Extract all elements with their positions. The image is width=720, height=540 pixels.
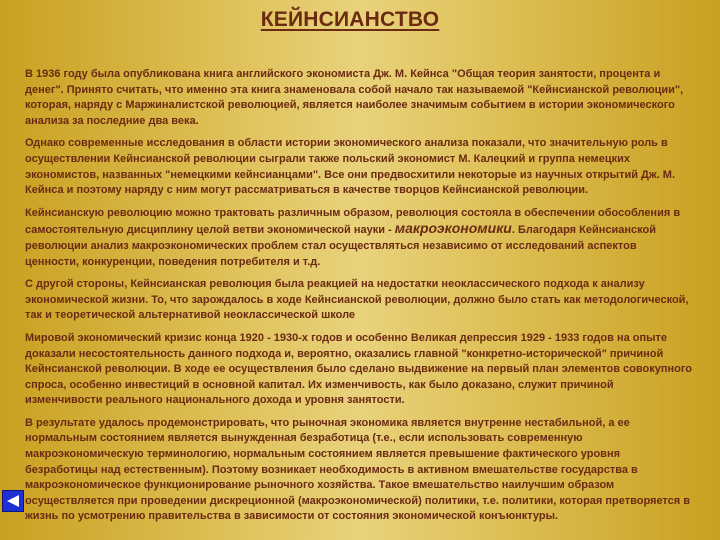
paragraph-3-text-end: . Благодаря Кейнсианской революции анализ макроэкономических проблем стал осуществляться независимо от исследований аспектов ценности, конкуренции, поведения потребителя и т.д. <box>25 224 656 268</box>
page-title: КЕЙНСИАНСТВО <box>260 8 440 31</box>
macroeconomics-term: макроэкономики <box>394 220 512 237</box>
paragraph-3 <box>25 206 693 270</box>
back-arrow-icon <box>6 495 20 507</box>
paragraph-6: В результате удалось продемонстрировать, что рыночная экономика является внутренне нестабильной, а ее нормальным состоянием является вынужденная безработица (т.е., если использовать современную макроэкономическую терминологию, нормальным состоянием является превышение фактического уровня безработицы над естественным). Поэтому возникает необходимость в активном вмешательстве государства в макроэкономическое функционирование рыночного хозяйства. Такое вмешательство наилучшим образом осуществляется при проведении дискреционной (макроэкономической) политики, т.е. политики, которая претворяется в жизнь по усмотрению правительства в зависимости от состояния экономической конъюнктуры. <box>25 416 691 523</box>
paragraph-5: Мировой экономический кризис конца 1920 - 1930-х годов и особенно Великая депрессия 1929 - 1933 годов на опыте доказали несостоятельность данного подхода и, вероятно, оказались главной "конкретно-исторической" причиной Кейнсианской революции. В ходе ее осуществления было сделано выдвижение на первый план элементов совокупного спроса, особенно инвестиций в основной капитал. Их изменчивость, как было доказано, служит причиной изменчивости реального национального дохода и уровня занятости. <box>25 331 693 407</box>
slide-body <box>25 67 693 532</box>
paragraph-3-text-start: Кейнсианскую революцию можно трактовать различным образом, революция состояла в обеспечении обособления в самостоятельную дисциплину целой ветви экономической науки - <box>25 206 681 237</box>
back-button[interactable] <box>2 490 24 512</box>
paragraph-2: Однако современные исследования в области истории экономического анализа показали, что значительную роль в осуществлении Кейнсианской революции сыграли также польский экономист М. Калецкий и группа немецких экономистов, названных "немецкими кейнсианцами". Все они предвосхитили некоторые из научных открытий Дж. М. Кейнса и поэтому наряду с ним могут рассматриваться в качестве творцов Кейнсианской революции. <box>25 137 676 197</box>
paragraph-1: В 1936 году была опубликована книга английского экономиста Дж. М. Кейнса "Общая теория занятости, процента и денег". Принято считать, что именно эта книга знаменовала собой начало так называемой "Кейнсианской революции", которая, наряду с Маржиналистской революцией, является наиболее значимым событием в истории экономического анализа за последние два века. <box>25 68 684 127</box>
paragraph-4: С другой стороны, Кейнсианская революция была реакцией на недостатки неоклассического подхода к анализу экономической жизни. То, что зарождалось в ходе Кейнсианской революции, должно было стать как методологической, так и теоретической альтернативой неоклассической школе <box>25 278 689 322</box>
